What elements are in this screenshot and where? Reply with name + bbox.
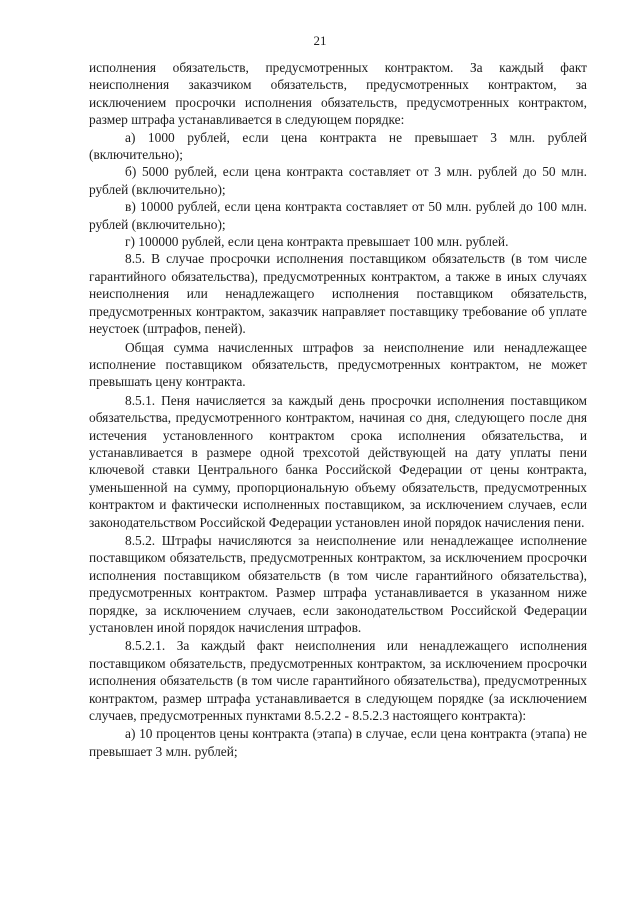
page-number: 21 <box>313 33 327 48</box>
clause-g-fine: г) 100000 рублей, если цена контракта превышает 100 млн. рублей. <box>125 234 509 250</box>
clause-a-percent: а) 10 процентов цены контракта (этапа) в случае, если цена контракта (этапа) не превышает 3 млн. рублей; <box>89 726 587 759</box>
section-8-5: 8.5. В случае просрочки исполнения поставщиком обязательств (в том числе гарантийного обязательства), предусмотренных контрактом, а также в иных случаях неисполнения или ненадлежащего исполнения поставщиком обязательств, предусмотренных контрактом, заказчик направляет поставщику требование об уплате неустоек (штрафов, пеней). <box>89 251 587 337</box>
section-8-5-2-1: 8.5.2.1. За каждый факт неисполнения или ненадлежащего исполнения поставщиком обязательств, предусмотренных контрактом, за исключением просрочки исполнения обязательств (в том числе гарантийного обязательства), предусмотренных контрактом, размер штрафа устанавливается в следующем порядке (за исключением случаев, предусмотренных пунктами 8.5.2.2 - 8.5.2.3 настоящего контракта): <box>89 638 587 724</box>
section-8-5-2: 8.5.2. Штрафы начисляются за неисполнение или ненадлежащее исполнение поставщиком обязательств, предусмотренных контрактом, за исключением просрочки исполнения поставщиком обязательств (в том числе гарантийного обязательства), предусмотренных контрактом. Размер штрафа устанавливается в указанном ниже порядке, за исключением случаев, если законодательством Российской Федерации установлен иной порядок начисления штрафов. <box>89 532 587 635</box>
clause-a-fine: а) 1000 рублей, если цена контракта не превышает 3 млн. рублей (включительно); <box>89 129 587 163</box>
clause-b-fine: б) 5000 рублей, если цена контракта составляет от 3 млн. рублей до 50 млн. рублей (включительно); <box>89 164 587 197</box>
clause-v-fine: в) 10000 рублей, если цена контракта составляет от 50 млн. рублей до 100 млн. рублей (включительно); <box>89 199 587 232</box>
section-8-5-1: 8.5.1. Пеня начисляется за каждый день просрочки исполнения поставщиком обязательства, предусмотренного контрактом, начиная со дня, следующего после дня истечения установленного контрактом срока исполнения обязательства, и устанавливается в размере одной трехсотой действующей на дату уплаты пени ключевой ставки Центрального банка Российской Федерации от цены контракта, уменьшенной на сумму, пропорциональную объему обязательств, предусмотренных контрактом и фактически исполненных поставщиком, за исключением случаев, если законодательством Российской Федерации установлен иной порядок начисления пени. <box>89 392 587 530</box>
paragraph-total-fines: Общая сумма начисленных штрафов за неисполнение или ненадлежащее исполнение поставщиком обязательств, предусмотренных контрактом, не может превышать цену контракта. <box>89 339 587 390</box>
document-body <box>89 59 587 760</box>
paragraph-continuation: исполнения обязательств, предусмотренных контрактом. За каждый факт неисполнения заказчиком обязательств, предусмотренных контрактом, за исключением просрочки исполнения обязательств, предусмотренных контрактом, размер штрафа устанавливается в следующем порядке: <box>89 60 587 128</box>
